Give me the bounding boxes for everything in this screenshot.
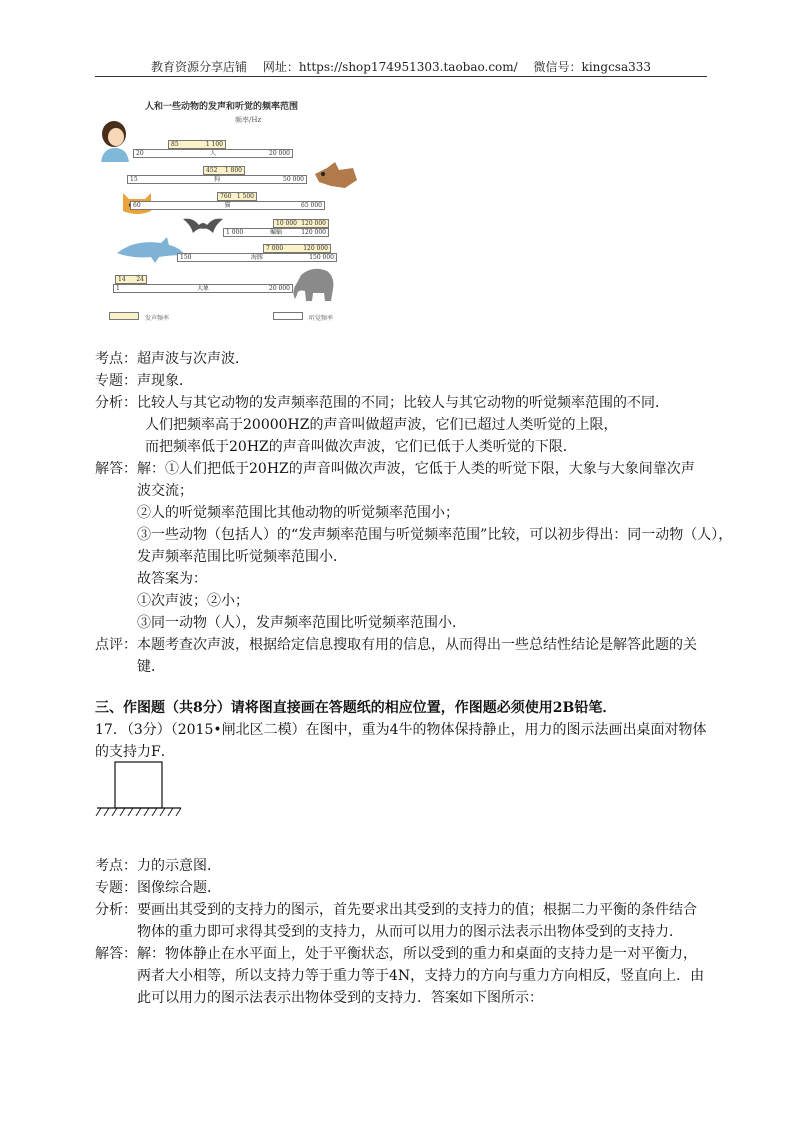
table-hatching	[96, 808, 181, 816]
human-voice-bar: 85 1 100	[168, 140, 226, 149]
header-url: 网址：https://shop174951303.taobao.com/	[262, 60, 518, 74]
q16-fenxi: 分析：比较人与其它动物的发声频率范围的不同；比较人与其它动物的听觉频率范围的不同．	[95, 395, 669, 411]
q16-jieda-line4: ③一些动物（包括人）的“发声频率范围与听觉频率范围”比较，可以初步得出：同一动物（人），	[137, 527, 733, 543]
dog-hearing-bar: 15 狗 50 000	[127, 175, 307, 184]
block	[115, 762, 162, 808]
elephant-icon	[291, 265, 337, 303]
q16-dianping: 点评：本题考查次声波，根据给定信息搜取有用的信息，从而得出一些总结性结论是解答此题的关	[95, 637, 697, 653]
bat-icon	[183, 215, 223, 235]
q16-jieda: 解答：解：①人们把低于20HZ的声音叫做次声波，它低于人类的听觉下限，大象与大象间靠次声	[95, 461, 695, 477]
block-on-table-diagram	[95, 760, 190, 820]
bat-voice-bar: 10 000 120 000	[273, 219, 329, 228]
q17-stem: 17．（3分）（2015•闸北区二模）在图中，重为4牛的物体保持静止，用力的图示法画出桌面对物体	[95, 722, 707, 738]
q16-fenxi-line3: 而把频率低于20HZ的声音叫做次声波，它们已低于人类听觉的下限．	[145, 439, 577, 455]
q16-dianping-line2: 键．	[137, 659, 165, 675]
q16-jieda-line6: 故答案为：	[137, 571, 207, 587]
page-header	[95, 58, 707, 75]
q17-kaodian: 考点：力的示意图．	[95, 858, 221, 874]
dog-icon	[313, 160, 359, 192]
q16-kaodian: 考点：超声波与次声波．	[95, 351, 249, 367]
legend-hearing-swatch	[273, 312, 303, 320]
cat-voice-bar: 760 1 500	[217, 192, 257, 201]
q17-stem-line2: 的支持力F．	[95, 744, 175, 760]
legend-voice-label: 发声频率	[145, 315, 170, 322]
dolphin-voice-bar: 7 000 120 000	[263, 244, 331, 253]
human-hearing-bar: 20 人 20 000	[133, 149, 293, 158]
legend-hearing-label: 听觉频率	[309, 315, 334, 322]
human-icon	[97, 120, 133, 162]
q16-jieda-line5: 发声频率范围比听觉频率范围小．	[137, 549, 347, 565]
elephant-voice-bar: 14 24	[115, 275, 147, 284]
cat-hearing-bar: 60 猫 65 000	[130, 201, 325, 210]
q17-jieda-line3: 此可以用力的图示法表示出物体受到的支持力．答案如下图所示：	[137, 990, 543, 1006]
header-shop: 教育资源分享店铺	[150, 60, 247, 74]
q17-jieda: 解答：解：物体静止在水平面上，处于平衡状态，所以受到的重力和桌面的支持力是一对平衡力，	[95, 946, 697, 962]
header-wechat: 微信号：kingcsa333	[533, 60, 652, 74]
q17-jieda-line2: 两者大小相等，所以支持力等于重力等于4N，支持力的方向与重力方向相反，竖直向上．由	[137, 968, 705, 984]
q17-zhuanti: 专题：图像综合题．	[95, 880, 221, 896]
q16-jieda-line8: ③同一动物（人），发声频率范围比听觉频率范围小．	[137, 615, 466, 631]
legend-voice-swatch	[109, 312, 139, 320]
q16-fenxi-line2: 人们把频率高于20000HZ的声音叫做超声波，它们已超过人类听觉的上限，	[145, 417, 618, 433]
section-3-title: 三、作图题（共8分）请将图直接画在答题纸的相应位置，作图题必须使用2B铅笔．	[95, 700, 617, 716]
dolphin-hearing-bar: 150 海豚 150 000	[177, 253, 337, 262]
q17-fenxi-line2: 物体的重力即可求得其受到的支持力，从而可以用力的图示法表示出物体受到的支持力．	[137, 924, 683, 940]
dog-voice-bar: 452 1 800	[203, 166, 245, 175]
q16-jieda-line3: ②人的听觉频率范围比其他动物的听觉频率范围小；	[137, 505, 459, 521]
frequency-range-figure	[95, 95, 375, 335]
bat-hearing-bar: 1 000 蝙蝠 120 000	[223, 228, 329, 237]
q17-fenxi: 分析：要画出其受到的支持力的图示，首先要求出其受到的支持力的值；根据二力平衡的条件结合	[95, 902, 697, 918]
elephant-hearing-bar: 1 大象 20 000	[113, 284, 293, 293]
q16-jieda-line2: 波交流；	[137, 483, 193, 499]
figure-unit: 频率/Hz	[235, 116, 262, 124]
q16-zhuanti: 专题：声现象．	[95, 373, 193, 389]
q16-jieda-line7: ①次声波；②小；	[137, 593, 249, 609]
figure-title: 人和一些动物的发声和听觉的频率范围	[145, 102, 299, 112]
header-divider	[95, 76, 707, 77]
